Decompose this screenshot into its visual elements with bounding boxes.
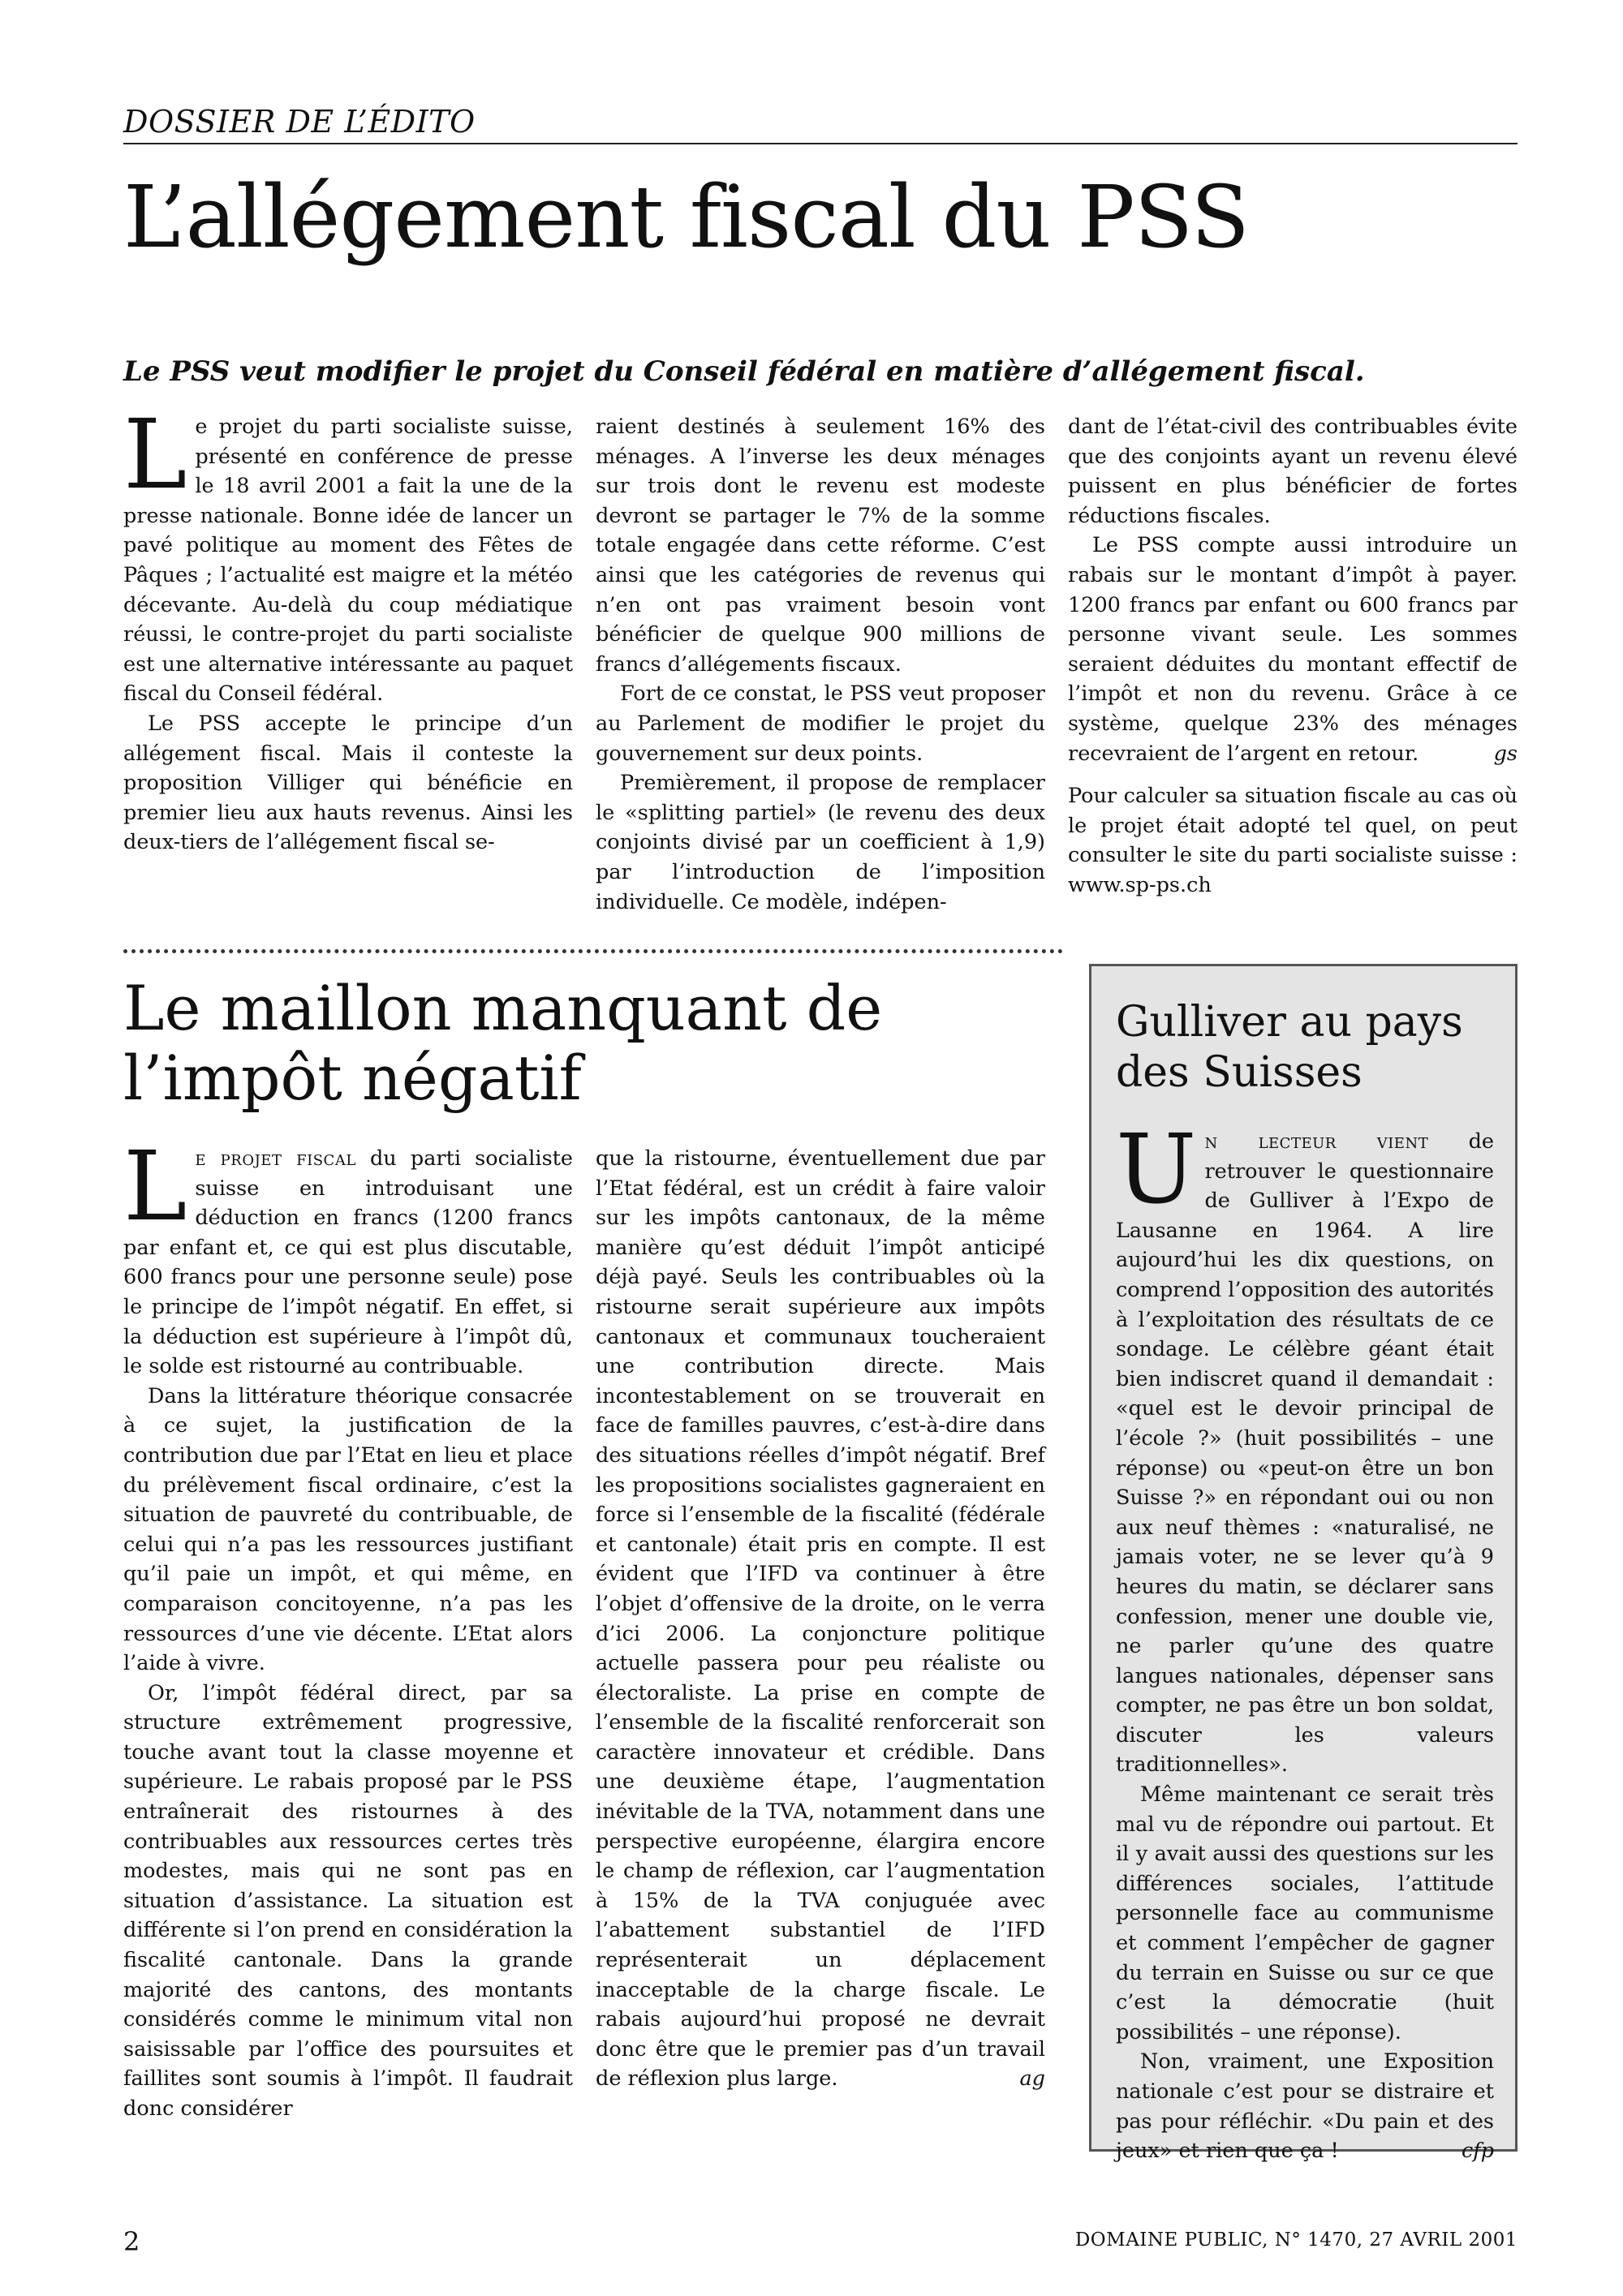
article1-column-2 bbox=[596, 412, 1045, 917]
article1-paragraph-6: Pour calculer sa situation fiscale au cas où le projet était adopté tel quel, on peut consulter le site du parti socialiste suisse : www.sp-ps.ch bbox=[1068, 784, 1518, 897]
section-rule bbox=[123, 143, 1518, 144]
author-signature: ag bbox=[1019, 2066, 1045, 2092]
sidebar-paragraph-2: Même maintenant ce serait très mal vu de répondre oui partout. Et il y avait aussi des questions sur les différences sociales, l’attitude personnelle face au communisme et comment l’empêcher de gagner du terrain en Suisse ou sur ce que c’est la démocratie (huit possibilités – une réponse). bbox=[1116, 1782, 1494, 2044]
sidebar-title: Gulliver au pays des Suisses bbox=[1116, 998, 1463, 1097]
article2-paragraph-3b: que la ristourne, éventuellement due par l’Etat fédéral, est un crédit à faire valoir sur les impôts cantonaux, de la même manière qu’est déduit l’impôt anticipé déjà payé. Seuls les contribuables où la ristourne serait supérieure aux impôts cantonaux et communaux toucheraient une contribution directe. Mais incontestablement on se trouverait en face de familles pauvres, c’est-à-dire dans des situations réelles d’impôt négatif. Bref les propositions socialistes gagneraient en force si l’ensemble de la fiscalité (fédérale et cantonale) était pris en compte. Il est évident que l’IFD va continuer à être l’objet d’offensive de la droite, on le verra d’ici 2006. La conjoncture politique actuelle passera pour peu réaliste ou électoraliste. La prise en compte de l’ensemble de la fiscalité renforcerait son caractère innovateur et crédible. Dans une deuxième étape, l’augmentation inévitable de la TVA, notamment dans une perspective européenne, élargira encore le champ de réflexion, car l’augmentation à 15% de la TVA conjuguée avec l’abattement substantiel de l’IFD représenterait un déplacement inacceptable de la charge fiscale. Le rabais aujourd’hui proposé ne devrait donc être que le premier pas d’un travail de réflexion plus large. ag bbox=[596, 1144, 1045, 2094]
article-lead: Le PSS veut modifier le projet du Conseil fédéral en matière d’allégement fiscal. bbox=[123, 355, 1365, 388]
article2-title: Le maillon manquant de l’impôt négatif bbox=[123, 972, 883, 1114]
publication-footer: DOMAINE PUBLIC, N° 1470, 27 AVRIL 2001 bbox=[1074, 2229, 1518, 2251]
sidebar-paragraph-1: Un lecteur vient de retrouver le questionnaire de Gulliver à l’Expo de Lausanne en 1964. A lire aujourd’hui les dix questions, on comprend l’opposition des autorités à l’exploitation des résultats de ce sondage. Le célèbre géant était bien indiscret quand il demandait : «quel est le devoir principal de l’école ?» (huit possibilités – une réponse) ou «peut-on être un bon Suisse ?» en répondant oui ou non aux neuf thèmes : «naturalisé, ne jamais voter, ne se lever qu’à 9 heures du matin, se déclarer sans confession, mener une double vie, ne parler qu’une des quatre langues nationales, dépenser sans compter, ne pas être un bon soldat, discuter les valeurs traditionnelles». bbox=[1116, 1113, 1495, 1778]
article1-paragraph-4a: Premièrement, il propose de remplacer le «splitting partiel» (le revenu des deux conjoints divisé par un coefficient à 1,9) par l’introduction de l’imposition individuelle. Ce modèle, indépen- bbox=[596, 771, 1045, 914]
page bbox=[123, 0, 1518, 2296]
section-label: DOSSIER DE L’ÉDITO bbox=[123, 104, 476, 140]
author-signature: cfp bbox=[1461, 2139, 1494, 2164]
page-number: 2 bbox=[123, 2226, 140, 2257]
article1-paragraph-5: Le PSS compte aussi introduire un rabais sur le montant d’impôt à payer. 1200 francs par enfant ou 600 francs par personne vivant seule. Les sommes seraient déduites du montant effectif de l’impôt et non du revenu. Grâce à ce système, quelque 23% des ménages recevraient de l’argent en retour. gs bbox=[1068, 531, 1518, 768]
dropcap: L bbox=[123, 1130, 187, 1242]
sidebar-box bbox=[1089, 964, 1518, 2164]
article2-column-2 bbox=[596, 1144, 1045, 2094]
article1-paragraph-3: Fort de ce constat, le PSS veut proposer au Parlement de modifier le projet du gouvernement sur deux points. bbox=[596, 681, 1045, 766]
article2-paragraph-3a: Or, l’impôt fédéral direct, par sa structure extrêmement progressive, touche avant tout la classe moyenne et supérieure. Le rabais proposé par le PSS entraînerait des ristournes à des contribuables aux ressources certes très modestes, mais qui ne sont pas en situation d’assistance. La situation est différente si l’on prend en considération la fiscalité cantonale. Dans la grande majorité des cantons, des montants considérés comme le minimum vital non saisissable par l’office des poursuites et faillites sont soumis à l’impôt. Il faudrait donc considérer bbox=[123, 1680, 573, 2121]
article1-paragraph-2a: Le PSS accepte le principe d’un allégement fiscal. Mais il conteste la proposition Villiger qui bénéficie en premier lieu aux hauts revenus. Ainsi les deux-tiers de l’allégement fiscal se- bbox=[123, 711, 573, 855]
dropcap: U bbox=[1116, 1113, 1197, 1225]
article-title: L’allégement fiscal du PSS bbox=[123, 167, 1249, 267]
article1-paragraph-4b: dant de l’état-civil des contribuables évite que des conjoints ayant un revenu élevé puissent en plus bénéficier de fortes réductions fiscales. bbox=[1068, 415, 1518, 528]
article1-column-3 bbox=[1068, 412, 1518, 901]
article1-column-1 bbox=[123, 398, 573, 858]
author-signature: gs bbox=[1493, 741, 1518, 766]
article1-paragraph-2b: raient destinés à seulement 16% des ménages. A l’inverse les deux ménages sur trois dont le revenu est modeste devront se partager le 7% de la somme totale engagée dans cette réforme. C’est ainsi que les catégories de revenus qui n’en ont pas vraiment besoin vont bénéficier de quelque 900 millions de francs d’allégements fiscaux. bbox=[596, 415, 1045, 677]
article1-paragraph-1: Le projet du parti socialiste suisse, présenté en conférence de presse le 18 avril 2001 a fait la une de la presse nationale. Bonne idée de lancer un pavé politique au moment des Fêtes de Pâques ; l’actualité est maigre et la météo décevante. Au-delà du coup médiatique réussi, le contre-projet du parti socialiste est une alternative intéressante au paquet fiscal du Conseil fédéral. bbox=[123, 398, 573, 707]
sidebar-paragraph-3: Non, vraiment, une Exposition nationale c’est pour se distraire et pas pour réfléchir. «Du pain et des jeux» et rien que ça ! cfp bbox=[1116, 2047, 1494, 2165]
dropcap: L bbox=[123, 398, 187, 510]
dotted-divider bbox=[123, 949, 1063, 953]
sidebar-column bbox=[1116, 1113, 1495, 2166]
article2-paragraph-2: Dans la littérature théorique consacrée à ce sujet, la justification de la contribution due par l’Etat en lieu et place du prélèvement fiscal ordinaire, c’est la situation de pauvreté du contribuable, de celui qui n’a pas les ressources justifiant qu’il paie un impôt, et qui même, en comparaison concitoyenne, n’a pas les ressources d’une vie décente. L’Etat alors l’aide à vivre. bbox=[123, 1383, 573, 1676]
article2-column-1 bbox=[123, 1130, 573, 2124]
article2-paragraph-1: Le projet fiscal du parti socialiste suisse en introduisant une déduction en francs (1200 francs par enfant et, ce qui est plus discutable, 600 francs pour une personne seule) pose le principe de l’impôt négatif. En effet, si la déduction est supérieure à l’impôt dû, le solde est ristourné au contribuable. bbox=[123, 1130, 573, 1379]
